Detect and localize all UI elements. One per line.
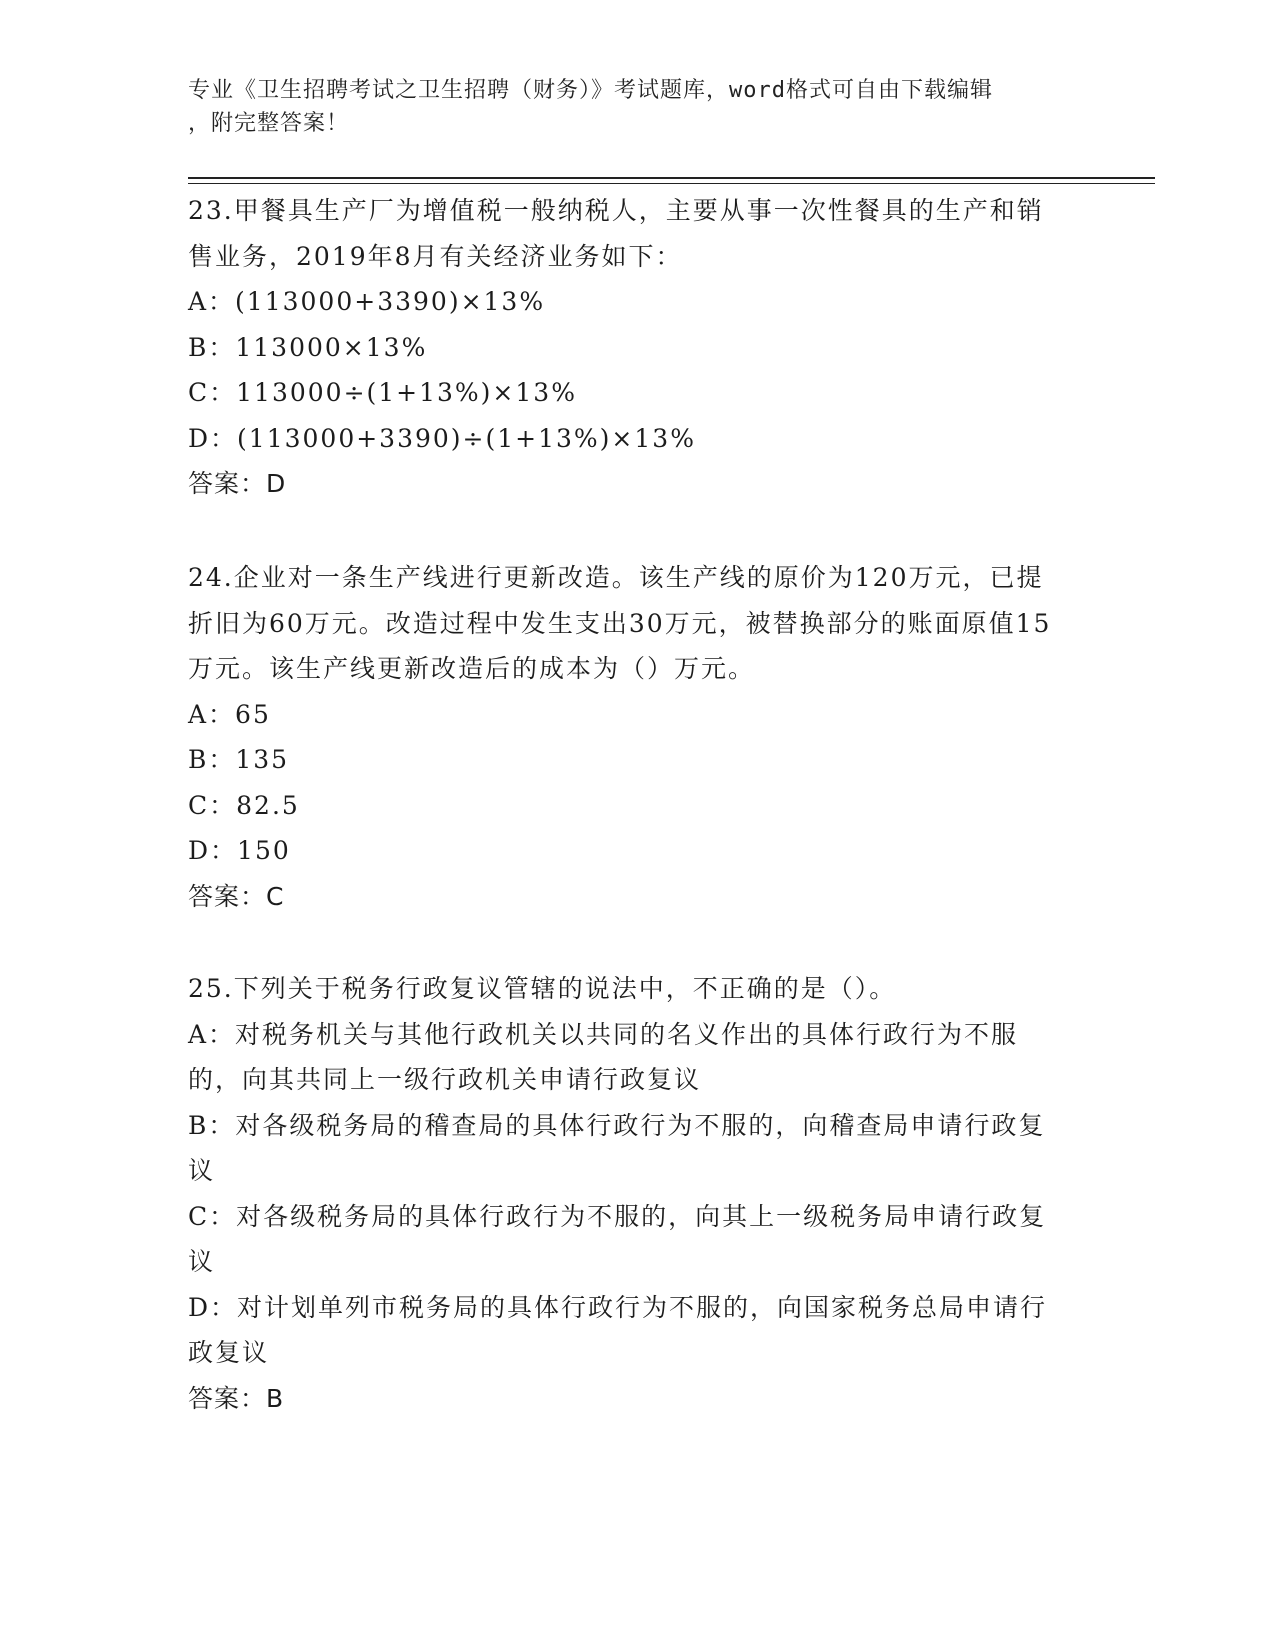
question-stem: 24.企业对一条生产线进行更新改造。该生产线的原价为120万元，已提折旧为60万元。改造过程中发生支出30万元，被替换部分的账面原值15万元。该生产线更新改造后的成本为（）万元。 [188,563,1052,683]
document-header [188,74,1068,140]
answer-line: 答案：C [188,881,285,911]
header-line-2: ，附完整答案！ [188,111,350,136]
option-b: B：135 [188,745,290,774]
answer-line: 答案：D [188,469,287,498]
answer-line: 答案：B [188,1383,285,1413]
option-d: D：150 [188,836,291,865]
question-24 [188,555,1068,919]
header-line-1: 专业《卫生招聘考试之卫生招聘（财务）》考试题库，word格式可自由下载编辑 [188,78,993,103]
option-b: B：113000×13% [188,332,428,362]
option-c: C：82.5 [188,790,300,820]
option-d: D：(113000+3390)÷(1+13%)×13% [188,423,696,453]
option-a: A：对税务机关与其他行政机关以共同的名义作出的具体行政行为不服的，向其共同上一级行政机关申请行政复议 [188,1019,1019,1094]
question-stem: 25.下列关于税务行政复议管辖的说法中，不正确的是（）。 [188,974,897,1003]
question-23 [188,188,1068,507]
question-25 [188,966,1068,1421]
option-b: B：对各级税务局的稽查局的具体行政行为不服的，向稽查局申请行政复议 [188,1110,1046,1185]
question-stem: 23.甲餐具生产厂为增值税一般纳税人，主要从事一次性餐具的生产和销售业务，2019年8月有关经济业务如下： [188,196,1044,271]
option-a: A：65 [188,699,271,729]
option-c: C：113000÷(1+13%)×13% [188,378,577,407]
header-divider-thick [188,177,1155,179]
option-d: D：对计划单列市税务局的具体行政行为不服的，向国家税务总局申请行政复议 [188,1292,1048,1367]
option-c: C：对各级税务局的具体行政行为不服的，向其上一级税务局申请行政复议 [188,1201,1047,1276]
option-a: A：(113000+3390)×13% [188,287,546,316]
header-divider-thin [188,183,1155,184]
